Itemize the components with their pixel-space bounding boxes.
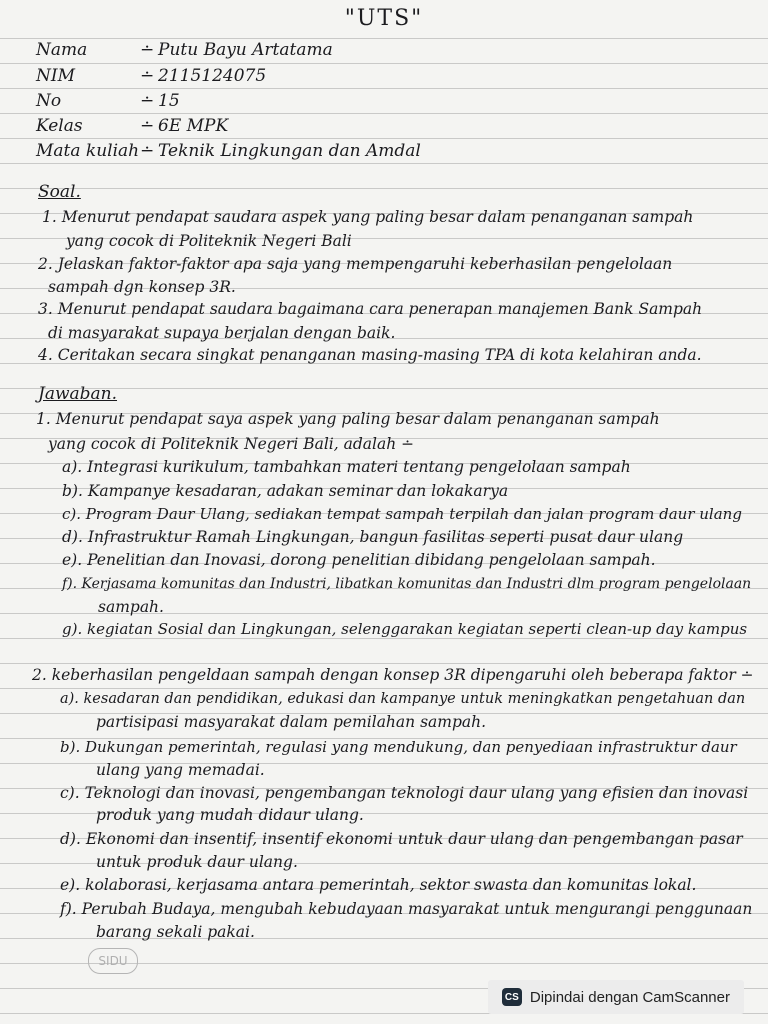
soal-line: 2. Jelaskan faktor-faktor apa saja yang mempengaruhi keberhasilan pengelolaan xyxy=(38,255,673,273)
identity-sep: ∸ xyxy=(140,91,155,111)
jawaban-line: 1. Menurut pendapat saya aspek yang paling besar dalam penanganan sampah xyxy=(36,410,660,428)
soal-line: di masyarakat supaya berjalan dengan baik. xyxy=(48,324,396,342)
soal-line: sampah dgn konsep 3R. xyxy=(48,278,236,296)
jawaban-line: c). Teknologi dan inovasi, pengembangan teknologi daur ulang yang efisien dan inovasi xyxy=(60,784,749,802)
identity-value: 6E MPK xyxy=(158,116,229,136)
camscanner-icon: CS xyxy=(502,988,522,1006)
identity-value: Teknik Lingkungan dan Amdal xyxy=(158,141,421,161)
soal-line: 4. Ceritakan secara singkat penanganan masing-masing TPA di kota kelahiran anda. xyxy=(38,346,702,364)
jawaban-line: d). Ekonomi dan insentif, insentif ekonomi untuk daur ulang dan pengembangan pasar xyxy=(60,830,743,848)
jawaban-line: d). Infrastruktur Ramah Lingkungan, bangun fasilitas seperti pusat daur ulang xyxy=(62,528,684,546)
jawaban-heading: Jawaban. xyxy=(38,384,118,404)
camscanner-text: Dipindai dengan CamScanner xyxy=(529,988,730,1006)
jawaban-line: b). Dukungan pemerintah, regulasi yang mendukung, dan penyediaan infrastruktur daur xyxy=(60,738,737,756)
identity-row-kelas xyxy=(36,116,228,136)
identity-row-no xyxy=(36,91,180,111)
jawaban-line: f). Perubah Budaya, mengubah kebudayaan masyarakat untuk mengurangi penggunaan xyxy=(60,900,753,918)
identity-value: 2115124075 xyxy=(158,66,267,86)
soal-line: yang cocok di Politeknik Negeri Bali xyxy=(66,232,352,250)
jawaban-line: barang sekali pakai. xyxy=(96,923,255,941)
identity-sep: ∸ xyxy=(140,40,155,60)
soal-heading: Soal. xyxy=(38,182,81,202)
identity-sep: ∸ xyxy=(140,141,155,161)
jawaban-line: 2. keberhasilan pengeldaan sampah dengan konsep 3R dipengaruhi oleh beberapa faktor ∸ xyxy=(32,666,754,684)
soal-line: 3. Menurut pendapat saudara bagaimana cara penerapan manajemen Bank Sampah xyxy=(38,300,703,318)
identity-label: Kelas xyxy=(36,116,83,136)
jawaban-line: partisipasi masyarakat dalam pemilahan sampah. xyxy=(96,713,487,731)
jawaban-line: e). Penelitian dan Inovasi, dorong penelitian dibidang pengelolaan sampah. xyxy=(62,551,656,569)
jawaban-line: a). kesadaran dan pendidikan, edukasi dan kampanye untuk meningkatkan pengetahuan dan xyxy=(60,691,746,707)
identity-row-matakuliah xyxy=(36,141,421,161)
soal-line: 1. Menurut pendapat saudara aspek yang paling besar dalam penanganan sampah xyxy=(42,208,694,226)
jawaban-line: e). kolaborasi, kerjasama antara pemerintah, sektor swasta dan komunitas lokal. xyxy=(60,876,697,894)
jawaban-line: g). kegiatan Sosial dan Lingkungan, selenggarakan kegiatan seperti clean-up day kampus xyxy=(62,620,748,638)
page-title: "UTS" xyxy=(344,6,424,31)
jawaban-line: ulang yang memadai. xyxy=(96,761,265,779)
camscanner-watermark xyxy=(488,980,744,1014)
jawaban-line: untuk produk daur ulang. xyxy=(96,853,298,871)
identity-row-name xyxy=(36,40,333,60)
jawaban-line: b). Kampanye kesadaran, adakan seminar dan lokakarya xyxy=(62,482,509,500)
jawaban-line: a). Integrasi kurikulum, tambahkan materi tentang pengelolaan sampah xyxy=(62,458,631,476)
identity-sep: ∸ xyxy=(140,66,155,86)
jawaban-line: c). Program Daur Ulang, sediakan tempat sampah terpilah dan jalan program daur ulang xyxy=(62,505,742,523)
identity-label: Mata kuliah xyxy=(36,141,140,161)
identity-value: Putu Bayu Artatama xyxy=(158,40,333,60)
jawaban-line: produk yang mudah didaur ulang. xyxy=(96,806,364,824)
identity-value: 15 xyxy=(158,91,180,111)
sidu-stamp: SIDU xyxy=(88,948,138,974)
identity-label: No xyxy=(36,91,62,111)
jawaban-line: sampah. xyxy=(98,598,164,616)
jawaban-line: f). Kerjasama komunitas dan Industri, libatkan komunitas dan Industri dlm program pengelolaan xyxy=(62,576,752,592)
jawaban-line: yang cocok di Politeknik Negeri Bali, adalah ∸ xyxy=(48,435,415,453)
identity-label: NIM xyxy=(36,66,75,86)
identity-row-nim xyxy=(36,66,266,86)
identity-label: Nama xyxy=(36,40,88,60)
identity-sep: ∸ xyxy=(140,116,155,136)
